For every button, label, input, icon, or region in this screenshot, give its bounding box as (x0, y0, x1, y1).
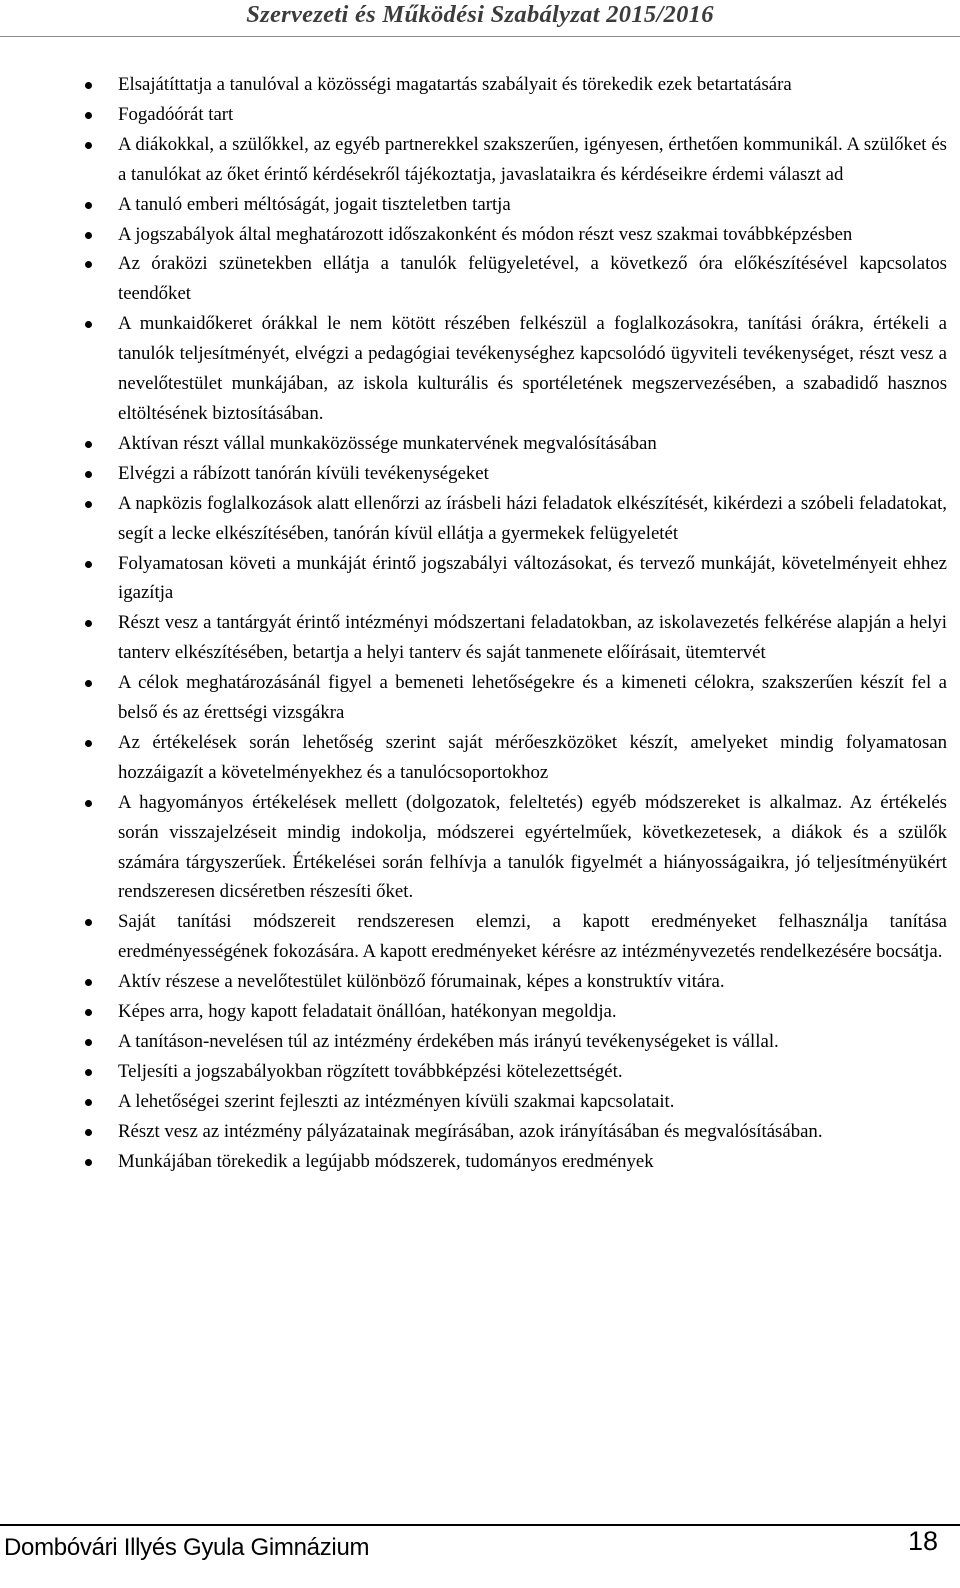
header-divider (0, 36, 960, 37)
list-item: Aktívan részt vállal munkaközössége munkatervének megvalósításában (118, 429, 947, 459)
list-item: Elvégzi a rábízott tanórán kívüli tevékenységeket (118, 459, 947, 489)
duty-list (118, 70, 947, 1177)
list-item: A munkaidőkeret órákkal le nem kötött részében felkészül a foglalkozásokra, tanítási órákra, értékeli a tanulók teljesítményét, elvégzi a pedagógiai tevékenységhez kapcsolódó ügyviteli tevékenységet, részt vesz a nevelőtestület munkájában, az iskola kulturális és sportéletének megszervezésében, a szabadidő hasznos eltöltésének biztosításában. (118, 309, 947, 429)
document-body (118, 70, 947, 1177)
list-item: Részt vesz az intézmény pályázatainak megírásában, azok irányításában és megvalósításában. (118, 1117, 947, 1147)
list-item: Teljesíti a jogszabályokban rögzített továbbképzési kötelezettségét. (118, 1057, 947, 1087)
list-item: A tanításon-nevelésen túl az intézmény érdekében más irányú tevékenységeket is vállal. (118, 1027, 947, 1057)
list-item: Folyamatosan követi a munkáját érintő jogszabályi változásokat, és tervező munkáját, követelményeit ehhez igazítja (118, 549, 947, 609)
list-item: A diákokkal, a szülőkkel, az egyéb partnerekkel szakszerűen, igényesen, érthetően kommunikál. A szülőket és a tanulókat az őket érintő kérdésekről tájékoztatja, javaslataikra és kérdéseikre érdemi választ ad (118, 130, 947, 190)
list-item: A hagyományos értékelések mellett (dolgozatok, feleltetés) egyéb módszereket is alkalmaz. Az értékelés során visszajelzéseit mindig indokolja, módszerei egyértelműek, következetesek, a diákok és a szülők számára tárgyszerűek. Értékelései során felhívja a tanulók figyelmét a hiányosságaikra, jó teljesítményükért rendszeresen dicséretben részesíti őket. (118, 788, 947, 908)
list-item: Fogadóórát tart (118, 100, 947, 130)
list-item: Munkájában törekedik a legújabb módszerek, tudományos eredmények (118, 1147, 947, 1177)
list-item: Elsajátíttatja a tanulóval a közösségi magatartás szabályait és törekedik ezek betartatására (118, 70, 947, 100)
list-item: Képes arra, hogy kapott feladatait önállóan, hatékonyan megoldja. (118, 997, 947, 1027)
list-item: A tanuló emberi méltóságát, jogait tiszteletben tartja (118, 190, 947, 220)
footer-divider (0, 1524, 960, 1526)
list-item: Aktív részese a nevelőtestület különböző fórumainak, képes a konstruktív vitára. (118, 967, 947, 997)
page-number: 18 (907, 1526, 938, 1556)
list-item: Az értékelések során lehetőség szerint saját mérőeszközöket készít, amelyeket mindig folyamatosan hozzáigazít a követelményekhez és a tanulócsoportokhoz (118, 728, 947, 788)
list-item: Saját tanítási módszereit rendszeresen elemzi, a kapott eredményeket felhasználja tanítása eredményességének fokozására. A kapott eredményeket kérésre az intézményvezetés rendelkezésére bocsátja. (118, 907, 947, 967)
list-item: A lehetőségei szerint fejleszti az intézményen kívüli szakmai kapcsolatait. (118, 1087, 947, 1117)
list-item: Részt vesz a tantárgyát érintő intézményi módszertani feladatokban, az iskolavezetés felkérése alapján a helyi tanterv elkészítésében, betartja a helyi tanterv és saját tanmenete előírásait, ütemtervét (118, 608, 947, 668)
page-header-title: Szervezeti és Működési Szabályzat 2015/2016 (246, 1, 714, 28)
list-item: A jogszabályok által meghatározott időszakonként és módon részt vesz szakmai továbbképzésben (118, 220, 947, 250)
list-item: A célok meghatározásánál figyel a bemeneti lehetőségekre és a kimeneti célokra, szakszerűen készít fel a belső és az érettségi vizsgákra (118, 668, 947, 728)
list-item: Az óraközi szünetekben ellátja a tanulók felügyeletével, a következő óra előkészítésével kapcsolatos teendőket (118, 249, 947, 309)
footer-school-name: Dombóvári Illyés Gyula Gimnázium (4, 1534, 370, 1561)
list-item: A napközis foglalkozások alatt ellenőrzi az írásbeli házi feladatok elkészítését, kikérdezi a szóbeli feladatokat, segít a lecke elkészítésében, tanórán kívül ellátja a gyermekek felügyeletét (118, 489, 947, 549)
